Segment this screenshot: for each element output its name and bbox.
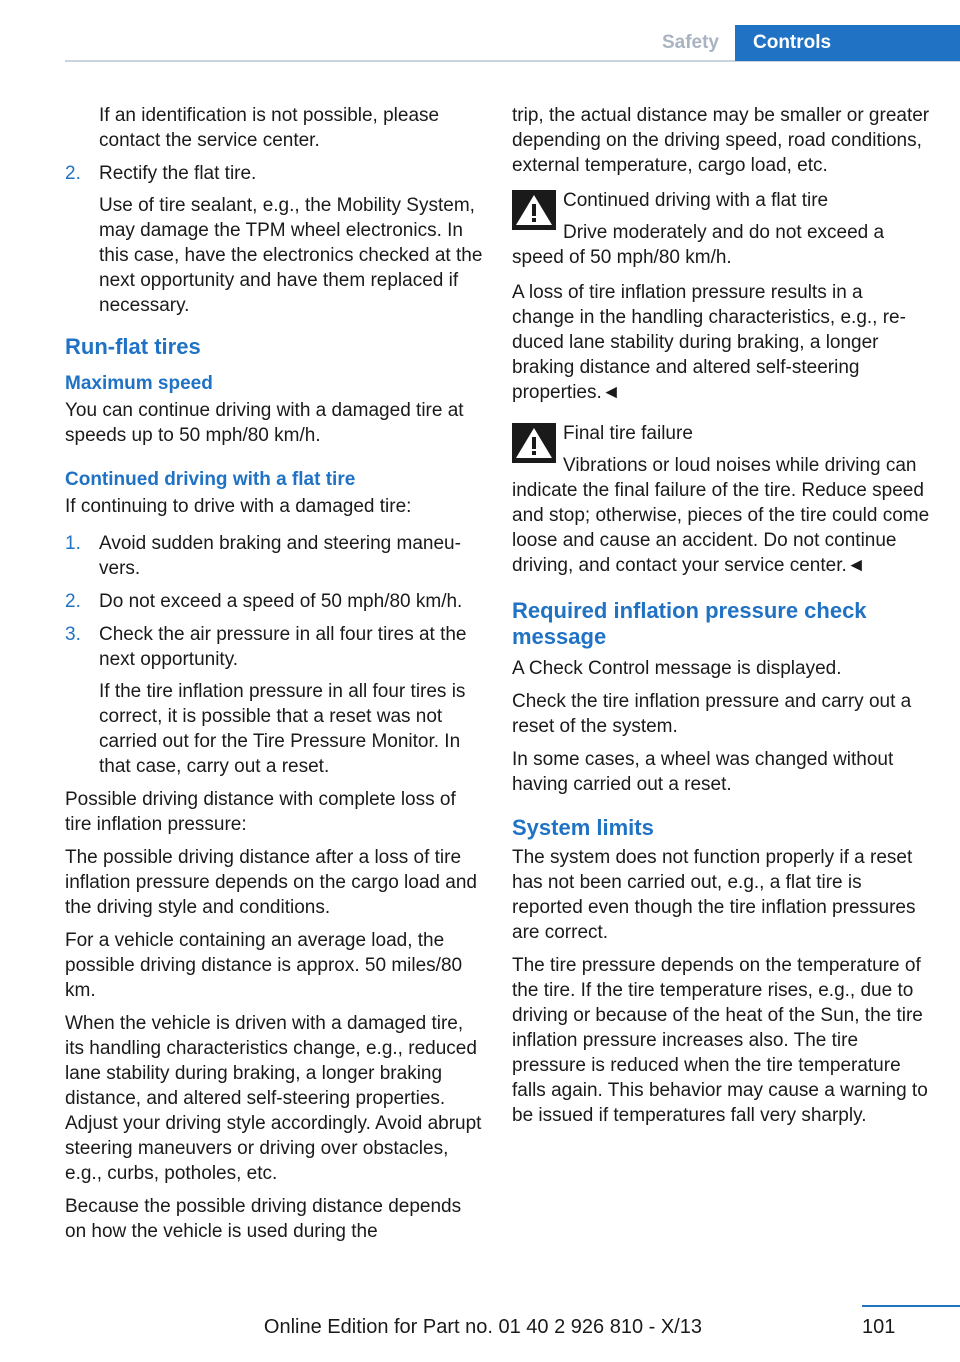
system-limits-heading: System limits [512, 815, 654, 840]
warning-extra-text: A loss of tire inflation pressure results in a change in the handling characteristics, e.g., reduced lane stability during braking, a longer braking distance and altered self-steering properties.◄ [512, 282, 906, 403]
step-number: 3. [65, 624, 81, 645]
body-paragraph: Possible driving distance with complete loss of tire inflation pressure: [65, 789, 456, 835]
step-text: Do not exceed a speed of 50 mph/80 km/h. [99, 591, 463, 612]
warning-note-flat-tire [512, 188, 930, 270]
continued-text: If an identification is not possible, please contact the service center. [99, 105, 440, 151]
step-number: 1. [65, 533, 81, 554]
body-paragraph: Check the tire inflation pressure and carry out a reset of the system. [512, 691, 912, 737]
warning-text: Vibrations or loud noises while driving can indicate the final failure of the tire. Reduce speed and stop; otherwise, pieces of the tire could come loose and cause an accident. Do not continue driving, and contact your service center.◄ [512, 455, 930, 576]
header-section-tab[interactable]: Safety [661, 32, 719, 53]
required-pressure-heading: Required inflation pressure check message [512, 598, 867, 649]
flat-tire-intro: If continuing to drive with a damaged tire: [65, 496, 412, 517]
body-paragraph: For a vehicle containing an average load, the possible driving distance is approx. 50 miles/80 km. [65, 930, 463, 1001]
max-speed-text: You can continue driving with a damaged tire at speeds up to 50 mph/80 km/h. [65, 400, 464, 446]
footer-divider [862, 1305, 960, 1307]
footer-edition: Online Edition for Part no. 01 40 2 926 810 - X/13 [263, 1316, 702, 1338]
step-number: 2. [65, 163, 81, 184]
right-column [512, 103, 930, 1136]
left-column [65, 103, 483, 1252]
warning-note-tire-failure [512, 421, 930, 578]
warning-text: Drive moderately and do not exceed a speed of 50 mph/80 km/h. [512, 222, 885, 268]
warning-triangle-icon [512, 423, 556, 463]
step-text: Rectify the flat tire. [99, 163, 257, 184]
body-paragraph: A Check Control message is displayed. [512, 658, 842, 679]
step-text: Check the air pressure in all four tires at the next opportunity. [99, 624, 467, 670]
body-paragraph: The tire pressure depends on the temperature of the tire. If the tire temperature rises, e.g., due to driving or because of the heat of the Sun, the tire inflation pressure increases also. The tire pressure is reduced when the tire temperature falls again. This behavior may cause a warning to be issued if temperatures fall very sharply. [512, 955, 928, 1126]
body-paragraph: The possible driving distance after a loss of tire inflation pressure depends on the cargo load and the driving style and conditions. [65, 847, 477, 918]
body-paragraph: Because the possible driving distance depends on how the vehicle is used during the [65, 1196, 462, 1242]
body-paragraph: When the vehicle is driven with a damaged tire, its handling characteristics change, e.g., reduced lane stability during braking, a longer braking distance, and altered self-steering properties. Adjust your driving style accordingly. Avoid abrupt steering maneuvers or driving over obstacles, e.g., curbs, potholes, etc. [65, 1013, 482, 1184]
step-number: 2. [65, 591, 81, 612]
body-paragraph: In some cases, a wheel was changed without having carried out a reset. [512, 749, 894, 795]
body-paragraph: The system does not function properly if a reset has not been carried out, e.g., a flat tire is reported even though the tire inflation pressures are correct. [512, 847, 916, 943]
warning-triangle-icon [512, 190, 556, 230]
warning-title: Final tire failure [563, 423, 693, 444]
continued-text: trip, the actual distance may be smaller or greater depending on the driving speed, road conditions, external temperature, cargo load, etc. [512, 105, 930, 176]
list-item [65, 622, 483, 779]
list-item [65, 589, 483, 614]
flat-tire-heading: Continued driving with a flat tire [65, 469, 356, 490]
list-item [65, 161, 483, 318]
runflat-heading: Run-flat tires [65, 334, 201, 359]
page-number: 101 [862, 1316, 896, 1338]
warning-title: Continued driving with a flat tire [563, 190, 829, 211]
list-item [65, 531, 483, 581]
step-subtext: If the tire inflation pressure in all four tires is correct, it is possible that a reset was not carried out for the Tire Pressure Monitor. In that case, carry out a reset. [99, 681, 466, 777]
max-speed-heading: Maximum speed [65, 373, 213, 394]
header-chapter-tab[interactable]: Controls [735, 25, 960, 61]
flat-tire-steps [65, 531, 483, 779]
rectify-steps [65, 161, 483, 318]
step-text: Avoid sudden braking and steering maneuvers. [99, 533, 461, 579]
step-subtext: Use of tire sealant, e.g., the Mobility System, may damage the TPM wheel electronics. In this case, have the electronics checked at the next opportunity and have them replaced if necessary. [99, 195, 483, 316]
